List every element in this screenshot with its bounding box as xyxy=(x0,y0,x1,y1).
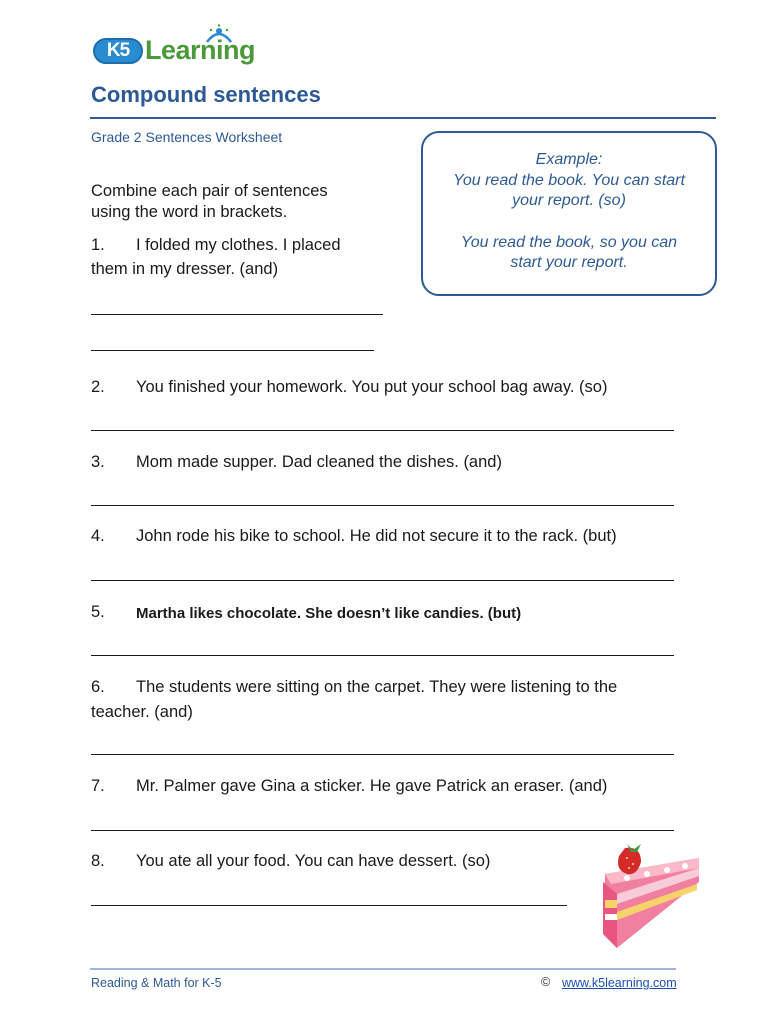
question-number: 7. xyxy=(91,777,105,795)
example-box xyxy=(421,131,717,296)
question-text: You finished your homework. You put your school bag away. (so) xyxy=(136,378,608,396)
question-text: them in my dresser. (and) xyxy=(91,260,279,278)
answer-line[interactable] xyxy=(91,430,674,431)
question-text: Martha likes chocolate. She doesn’t like candies. (but) xyxy=(136,605,522,622)
example-answer-line: You read the book, so you can xyxy=(460,234,678,251)
question-text: The students were sitting on the carpet. They were listening to the xyxy=(136,678,618,696)
answer-line[interactable] xyxy=(91,350,374,351)
question-number: 1. xyxy=(91,236,105,254)
logo-wordmark: Learning xyxy=(145,35,256,65)
answer-line[interactable] xyxy=(91,905,567,906)
logo-figure-icon xyxy=(201,24,237,48)
instructions-line: Combine each pair of sentences xyxy=(91,182,328,200)
answer-line[interactable] xyxy=(91,655,674,656)
k5-learning-logo xyxy=(93,30,263,72)
answer-line[interactable] xyxy=(91,505,674,506)
question-number: 3. xyxy=(91,453,105,471)
question-number: 2. xyxy=(91,378,105,396)
question-text: Mom made supper. Dad cleaned the dishes. (and) xyxy=(136,453,502,471)
answer-line[interactable] xyxy=(91,580,674,581)
question-text: teacher. (and) xyxy=(91,703,193,721)
worksheet-subtitle: Grade 2 Sentences Worksheet xyxy=(91,129,283,145)
strawberry-cake-slice-icon xyxy=(597,838,701,950)
question-text: I folded my clothes. I placed xyxy=(136,236,341,254)
footer-tagline: Reading & Math for K-5 xyxy=(91,976,222,990)
question-text: Mr. Palmer gave Gina a sticker. He gave Patrick an eraser. (and) xyxy=(136,777,608,795)
question-number: 8. xyxy=(91,852,105,870)
copyright-symbol: © xyxy=(541,975,551,989)
example-text-line: your report. (so) xyxy=(512,192,626,209)
answer-line[interactable] xyxy=(91,754,674,755)
question-number: 5. xyxy=(91,603,105,621)
page-title: Compound sentences xyxy=(91,82,321,107)
question-text: You ate all your food. You can have dessert. (so) xyxy=(136,852,491,870)
example-answer-line: start your report. xyxy=(510,254,628,271)
answer-line[interactable] xyxy=(91,830,674,831)
logo-badge: K5 xyxy=(93,38,143,64)
website-link[interactable]: www.k5learning.com xyxy=(562,976,677,990)
title-divider xyxy=(90,117,716,119)
footer-divider xyxy=(90,968,676,970)
example-text-line: You read the book. You can start xyxy=(453,172,685,189)
question-text: John rode his bike to school. He did not secure it to the rack. (but) xyxy=(136,527,617,545)
question-number: 4. xyxy=(91,527,105,545)
example-heading: Example: xyxy=(535,151,603,168)
answer-line[interactable] xyxy=(91,314,383,315)
question-number: 6. xyxy=(91,678,105,696)
instructions-line: using the word in brackets. xyxy=(91,203,288,221)
